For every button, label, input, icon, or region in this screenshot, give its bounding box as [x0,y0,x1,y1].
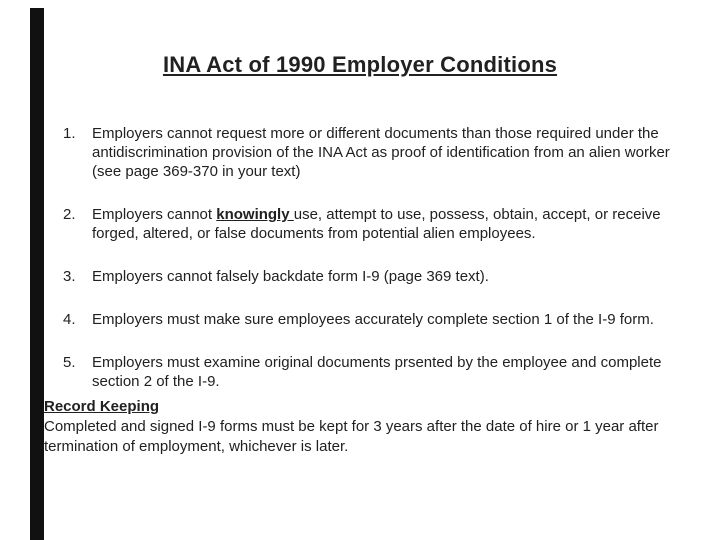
item-number: 3. [63,268,76,285]
item-text: Employers must examine original documents prsented by the employee and complete section 2 of the I-9. [92,354,662,390]
list-item-4 [0,310,720,329]
item-number: 1. [63,125,76,142]
item-number: 5. [63,354,76,371]
record-keeping-heading: Record Keeping [44,398,160,415]
list-item-1 [0,124,720,181]
item-text-post: use, attempt to use, possess, obtain, accept, or receive forged, altered, or false documents from potential alien employees. [92,206,661,242]
slide-title: INA Act of 1990 Employer Conditions [162,52,558,77]
item-number: 2. [63,206,76,223]
list-item-3 [0,267,720,286]
item-text: Employers cannot falsely backdate form I-9 (page 369 text). [92,268,489,285]
item-text [92,205,677,243]
record-keeping-section [44,397,700,457]
emphasis-text: knowingly [216,206,294,223]
item-number: 4. [63,311,76,328]
list-item-5 [0,353,720,391]
item-text-pre: Employers cannot [92,206,217,223]
item-text: Employers cannot request more or different documents than those required under the antidiscrimination provision of the INA Act as proof of identification from an alien worker (see page 369-370 in your text) [92,125,670,180]
item-text: Employers must make sure employees accurately complete section 1 of the I-9 form. [92,311,654,328]
conditions-list [0,124,720,391]
record-keeping-text: Completed and signed I-9 forms must be kept for 3 years after the date of hire or 1 year after termination of employment, whichever is later. [44,418,659,455]
list-item-2 [0,205,720,243]
